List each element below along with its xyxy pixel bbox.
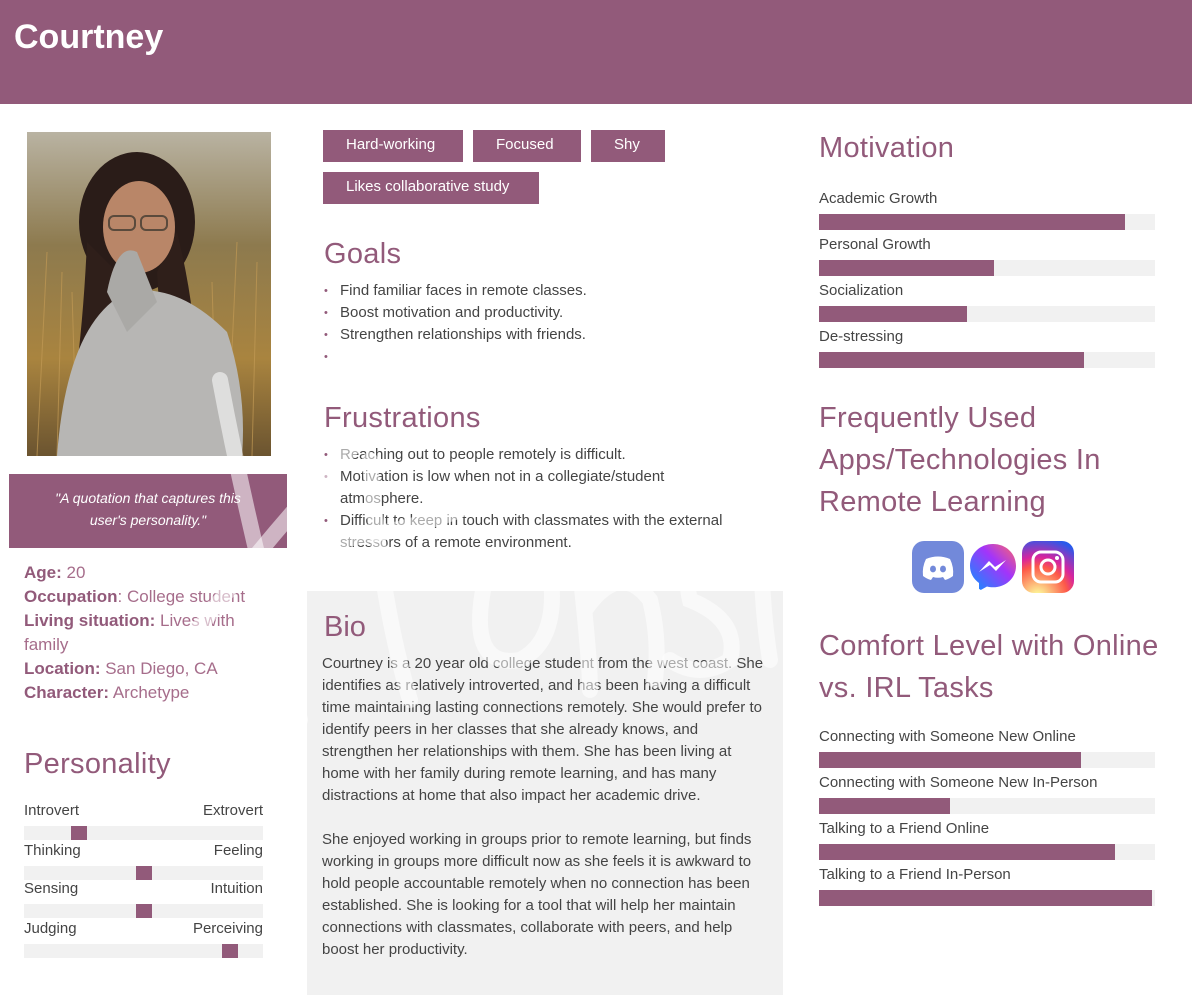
bar-track — [819, 752, 1155, 768]
bio-text — [322, 653, 768, 983]
scale-left-label: Sensing — [24, 880, 79, 897]
scale-right-label: Intuition — [210, 880, 263, 897]
list-item: • Boost motivation and productivity. — [324, 302, 764, 324]
bar-label: Personal Growth — [819, 236, 931, 253]
scale-track — [24, 826, 263, 840]
bio-paragraph: Courtney is a 20 year old college student from the west coast. She identifies as relatively introverted, and has been having a difficult time maintaining lasting connections remotely. She would prefer to identify peers in her classes that she already knows, and strengthen her relationships with them. She has been living at home with her family during remote learning, and has many distractions at home that also impact her academic drive. — [322, 655, 764, 804]
character-label: Character: — [24, 683, 110, 702]
bar-fill — [819, 844, 1115, 860]
tag-hard-working: Hard-working — [323, 130, 463, 162]
bar-track — [819, 214, 1155, 230]
tag-focused: Focused — [473, 130, 581, 162]
bar-row — [819, 820, 1155, 840]
bar-fill — [819, 214, 1125, 230]
scale-left-label: Thinking — [24, 842, 81, 859]
living-line — [24, 609, 274, 657]
bar-track — [819, 798, 1155, 814]
scale-marker — [136, 866, 152, 880]
header-banner — [0, 0, 1192, 104]
bio-paragraph: She enjoyed working in groups prior to remote learning, but finds working in groups more difficult now as she feels it is awkward to hold people accountable remotely when no connection has been established. She is looking for a tool that will help her maintain connections with classmates, collaborate with peers, and help boost her productivity. — [322, 831, 752, 958]
bar-row — [819, 190, 1155, 210]
bar-row — [819, 866, 1155, 886]
scale-marker — [71, 826, 87, 840]
personality-title: Personality — [24, 748, 171, 780]
goals-title: Goals — [324, 238, 402, 270]
bar-fill — [819, 306, 967, 322]
living-value: Lives with family — [24, 611, 235, 654]
scale-track — [24, 904, 263, 918]
bar-fill — [819, 260, 994, 276]
bar-fill — [819, 890, 1152, 906]
bar-fill — [819, 752, 1081, 768]
scale-track — [24, 866, 263, 880]
bar-label: Talking to a Friend In-Person — [819, 866, 1011, 883]
bar-row — [819, 774, 1155, 794]
bar-label: De-stressing — [819, 328, 904, 345]
persona-photo — [27, 132, 271, 456]
messenger-icon — [967, 541, 1019, 593]
age-line — [24, 561, 274, 585]
bar-fill — [819, 352, 1084, 368]
bio-title: Bio — [324, 611, 366, 643]
bar-row — [819, 328, 1155, 348]
bar-track — [819, 306, 1155, 322]
personality-scale — [24, 802, 263, 819]
scale-track — [24, 944, 263, 958]
bar-track — [819, 352, 1155, 368]
instagram-icon — [1022, 541, 1074, 593]
location-value: San Diego, CA — [100, 659, 218, 678]
motivation-title: Motivation — [819, 132, 955, 164]
living-label: Living situation: — [24, 611, 156, 630]
discord-icon — [912, 541, 964, 593]
personality-scale — [24, 842, 263, 859]
age-label: Age: — [24, 563, 62, 582]
scale-left-label: Judging — [24, 920, 77, 937]
list-item: • Find familiar faces in remote classes. — [324, 280, 764, 302]
bar-fill — [819, 798, 950, 814]
list-item — [324, 346, 764, 368]
scale-right-label: Extrovert — [202, 802, 263, 819]
occupation-value: : College student — [117, 587, 246, 606]
tag-shy: Shy — [591, 130, 665, 162]
frustrations-title: Frustrations — [324, 402, 481, 434]
bar-track — [819, 844, 1155, 860]
age-value: 20 — [61, 563, 86, 582]
scale-right-label: Feeling — [213, 842, 263, 859]
list-item: • Difficult to keep in touch with classmates with the external stressors of a remote environment. — [324, 510, 744, 554]
list-item: • Strengthen relationships with friends. — [324, 324, 764, 346]
bar-label: Connecting with Someone New In-Person — [819, 774, 1098, 791]
scale-left-label: Introvert — [24, 802, 80, 819]
scale-right-label: Perceiving — [192, 920, 263, 937]
bar-track — [819, 260, 1155, 276]
bar-label: Connecting with Someone New Online — [819, 728, 1076, 745]
character-line — [24, 681, 274, 705]
frustrations-list — [324, 444, 744, 554]
bar-label: Socialization — [819, 282, 904, 299]
goals-list — [324, 280, 764, 368]
apps-title: Frequently Used Apps/Technologies In Remote Learning — [819, 402, 1101, 518]
bar-row — [819, 236, 1155, 256]
occupation-line — [24, 585, 274, 609]
location-line — [24, 657, 274, 681]
bar-label: Talking to a Friend Online — [819, 820, 990, 837]
persona-name: Courtney — [14, 18, 164, 56]
comfort-title: Comfort Level with Online vs. IRL Tasks — [819, 630, 1159, 704]
persona-info — [24, 561, 274, 705]
bar-label: Academic Growth — [819, 190, 938, 207]
scale-marker — [222, 944, 238, 958]
personality-scale — [24, 920, 263, 937]
bar-row — [819, 282, 1155, 302]
scale-marker — [136, 904, 152, 918]
location-label: Location: — [24, 659, 101, 678]
list-item: • Motivation is low when not in a collegiate/student atmosphere. — [324, 466, 744, 510]
tag-collaborative: Likes collaborative study — [323, 172, 539, 204]
bar-row — [819, 728, 1155, 748]
personality-scale — [24, 880, 263, 897]
character-value: Archetype — [109, 683, 190, 702]
occupation-label: Occupation — [24, 587, 118, 606]
bar-track — [819, 890, 1155, 906]
apps-row — [912, 541, 1074, 593]
persona-quote: "A quotation that captures this user's personality." — [9, 474, 287, 548]
bio-panel — [307, 591, 783, 995]
list-item: • Reaching out to people remotely is difficult. — [324, 444, 744, 466]
